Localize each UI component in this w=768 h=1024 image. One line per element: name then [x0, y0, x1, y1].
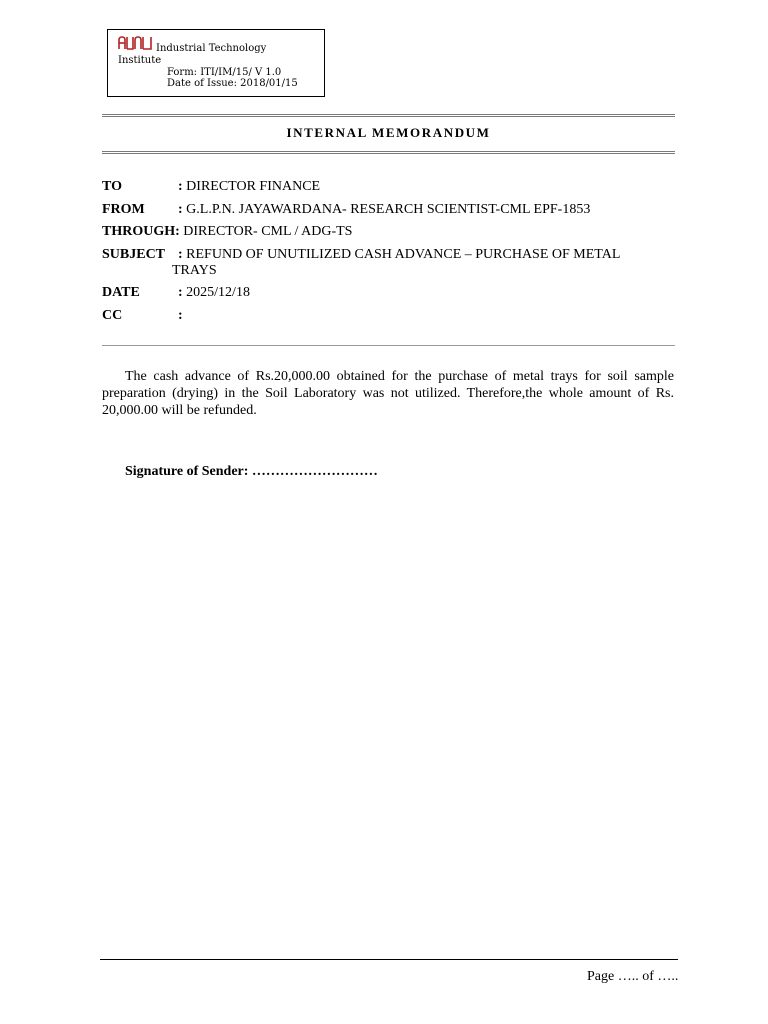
footer-rule: [100, 959, 678, 960]
field-cc: CC :: [102, 308, 183, 323]
iti-logo: [118, 36, 152, 50]
header-divider: [102, 345, 675, 346]
field-through-value: DIRECTOR- CML / ADG-TS: [183, 224, 353, 239]
field-subject-value-line2: TRAYS: [172, 263, 217, 278]
field-from-label: FROM: [102, 202, 145, 217]
form-number: Form: ITI/IM/15/ V 1.0: [167, 67, 282, 78]
field-to-label: TO: [102, 179, 122, 194]
field-date-label: DATE: [102, 285, 140, 300]
field-subject-value-line1: REFUND OF UNUTILIZED CASH ADVANCE – PURCHASE OF METAL: [186, 247, 621, 262]
org-name-line2: Institute: [118, 55, 162, 66]
signature-line: Signature of Sender: ………………………: [125, 464, 378, 479]
field-date: DATE : 2025/12/18: [102, 285, 250, 300]
page-number: Page ….. of …..: [587, 969, 679, 984]
field-cc-label: CC: [102, 308, 123, 323]
date-of-issue: Date of Issue: 2018/01/15: [167, 78, 298, 89]
field-to: TO : DIRECTOR FINANCE: [102, 179, 321, 194]
field-from-value: G.L.P.N. JAYAWARDANA- RESEARCH SCIENTIST-CML EPF-1853: [186, 202, 591, 217]
field-to-value: DIRECTOR FINANCE: [186, 179, 321, 194]
title-top-rule: [102, 114, 675, 117]
field-date-value: 2025/12/18: [186, 285, 250, 300]
field-subject: SUBJECT : REFUND OF UNUTILIZED CASH ADVANCE – PURCHASE OF METAL: [102, 247, 621, 262]
memo-title: INTERNAL MEMORANDUM: [286, 125, 491, 140]
field-through-label: THROUGH:: [102, 224, 180, 239]
document-header-box: [107, 29, 325, 97]
field-subject-label: SUBJECT: [102, 247, 166, 262]
org-name-line1: Industrial Technology: [156, 43, 267, 54]
field-through: [102, 224, 352, 240]
field-from: FROM : G.L.P.N. JAYAWARDANA- RESEARCH SCIENTIST-CML EPF-1853: [102, 202, 591, 217]
field-subject-continuation: [172, 263, 217, 279]
title-bottom-rule: [102, 151, 675, 154]
memo-body: The cash advance of Rs.20,000.00 obtained for the purchase of metal trays for soil sample preparation (drying) in the Soil Laboratory was not utilized. Therefore,the whole amount of Rs. 20,000.00 will be refunded.: [102, 369, 674, 418]
